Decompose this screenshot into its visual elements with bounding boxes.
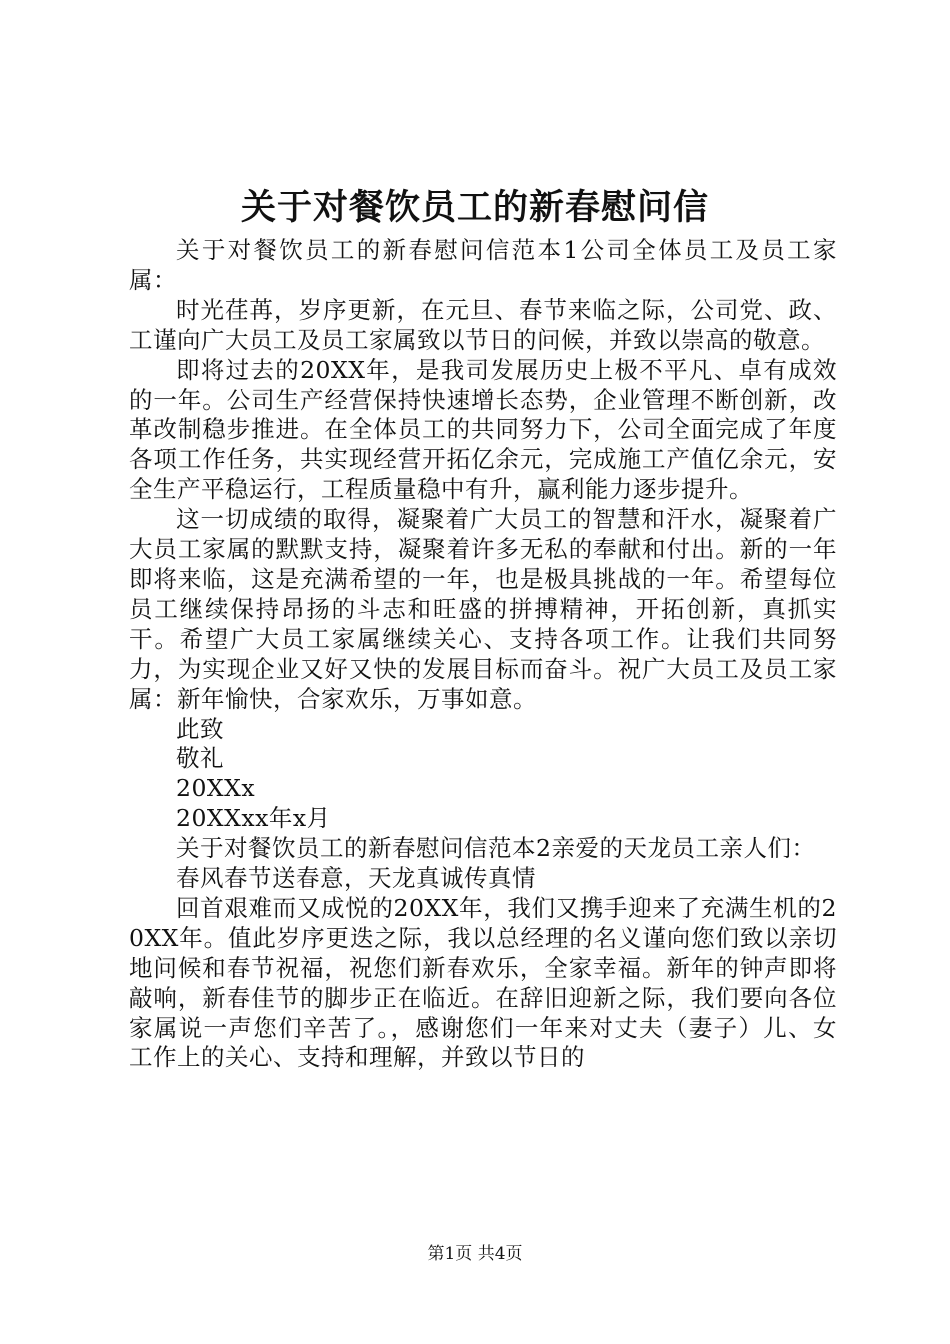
paragraph-salutation-2: 关于对餐饮员工的新春慰问信范本2亲爱的天龙员工亲人们： (176, 834, 816, 863)
signature-line: 20XXx (176, 774, 256, 803)
document-body (129, 236, 837, 1073)
document-title: 关于对餐饮员工的新春慰问信 (240, 187, 709, 228)
page-number-footer: 第1页 共4页 (427, 1244, 523, 1264)
date-line: 20XXxx年x月 (176, 804, 331, 833)
paragraph-slogan: 春风春节送春意，天龙真诚传真情 (176, 864, 536, 893)
closing-cizhi: 此致 (176, 714, 224, 743)
paragraph-thanks: 这一切成绩的取得，凝聚着广大员工的智慧和汗水，凝聚着广大员工家属的默默支持，凝聚着许多无私的奉献和付出。新的一年即将来临，这是充满希望的一年，也是极具挑战的一年。希望每位员工继续保持昂扬的斗志和旺盛的拼搏精神，开拓创新，真抓实干。希望广大员工家属继续关心、支持各项工作。让我们共同努力，为实现企业又好又快的发展目标而奋斗。祝广大员工及员工家属：新年愉快，合家欢乐，万事如意。 (129, 505, 837, 713)
closing-jingli: 敬礼 (176, 744, 224, 773)
paragraph-greeting: 时光荏苒，岁序更新，在元旦、春节来临之际，公司党、政、工谨向广大员工及员工家属致以节日的问候，并致以崇高的敬意。 (129, 295, 837, 354)
paragraph-year-review: 即将过去的20XX年，是我司发展历史上极不平凡、卓有成效的一年。公司生产经营保持快速增长态势，企业管理不断创新，改革改制稳步推进。在全体员工的共同努力下，公司全面完成了年度各项工作任务，共实现经营开拓亿余元，完成施工产值亿余元，安全生产平稳运行，工程质量稳中有升，赢利能力逐步提升。 (129, 355, 837, 504)
paragraph-review-2: 回首艰难而又成悦的20XX年，我们又携手迎来了充满生机的20XX年。值此岁序更迭之际，我以总经理的名义谨向您们致以亲切地问候和春节祝福，祝您们新春欢乐，全家幸福。新年的钟声即将敲响，新春佳节的脚步正在临近。在辞旧迎新之际，我们要向各位家属说一声您们辛苦了。，感谢您们一年来对丈夫（妻子）儿、女工作上的关心、支持和理解，并致以节日的 (129, 893, 837, 1072)
paragraph-salutation-1: 关于对餐饮员工的新春慰问信范本1公司全体员工及员工家属： (129, 236, 837, 294)
